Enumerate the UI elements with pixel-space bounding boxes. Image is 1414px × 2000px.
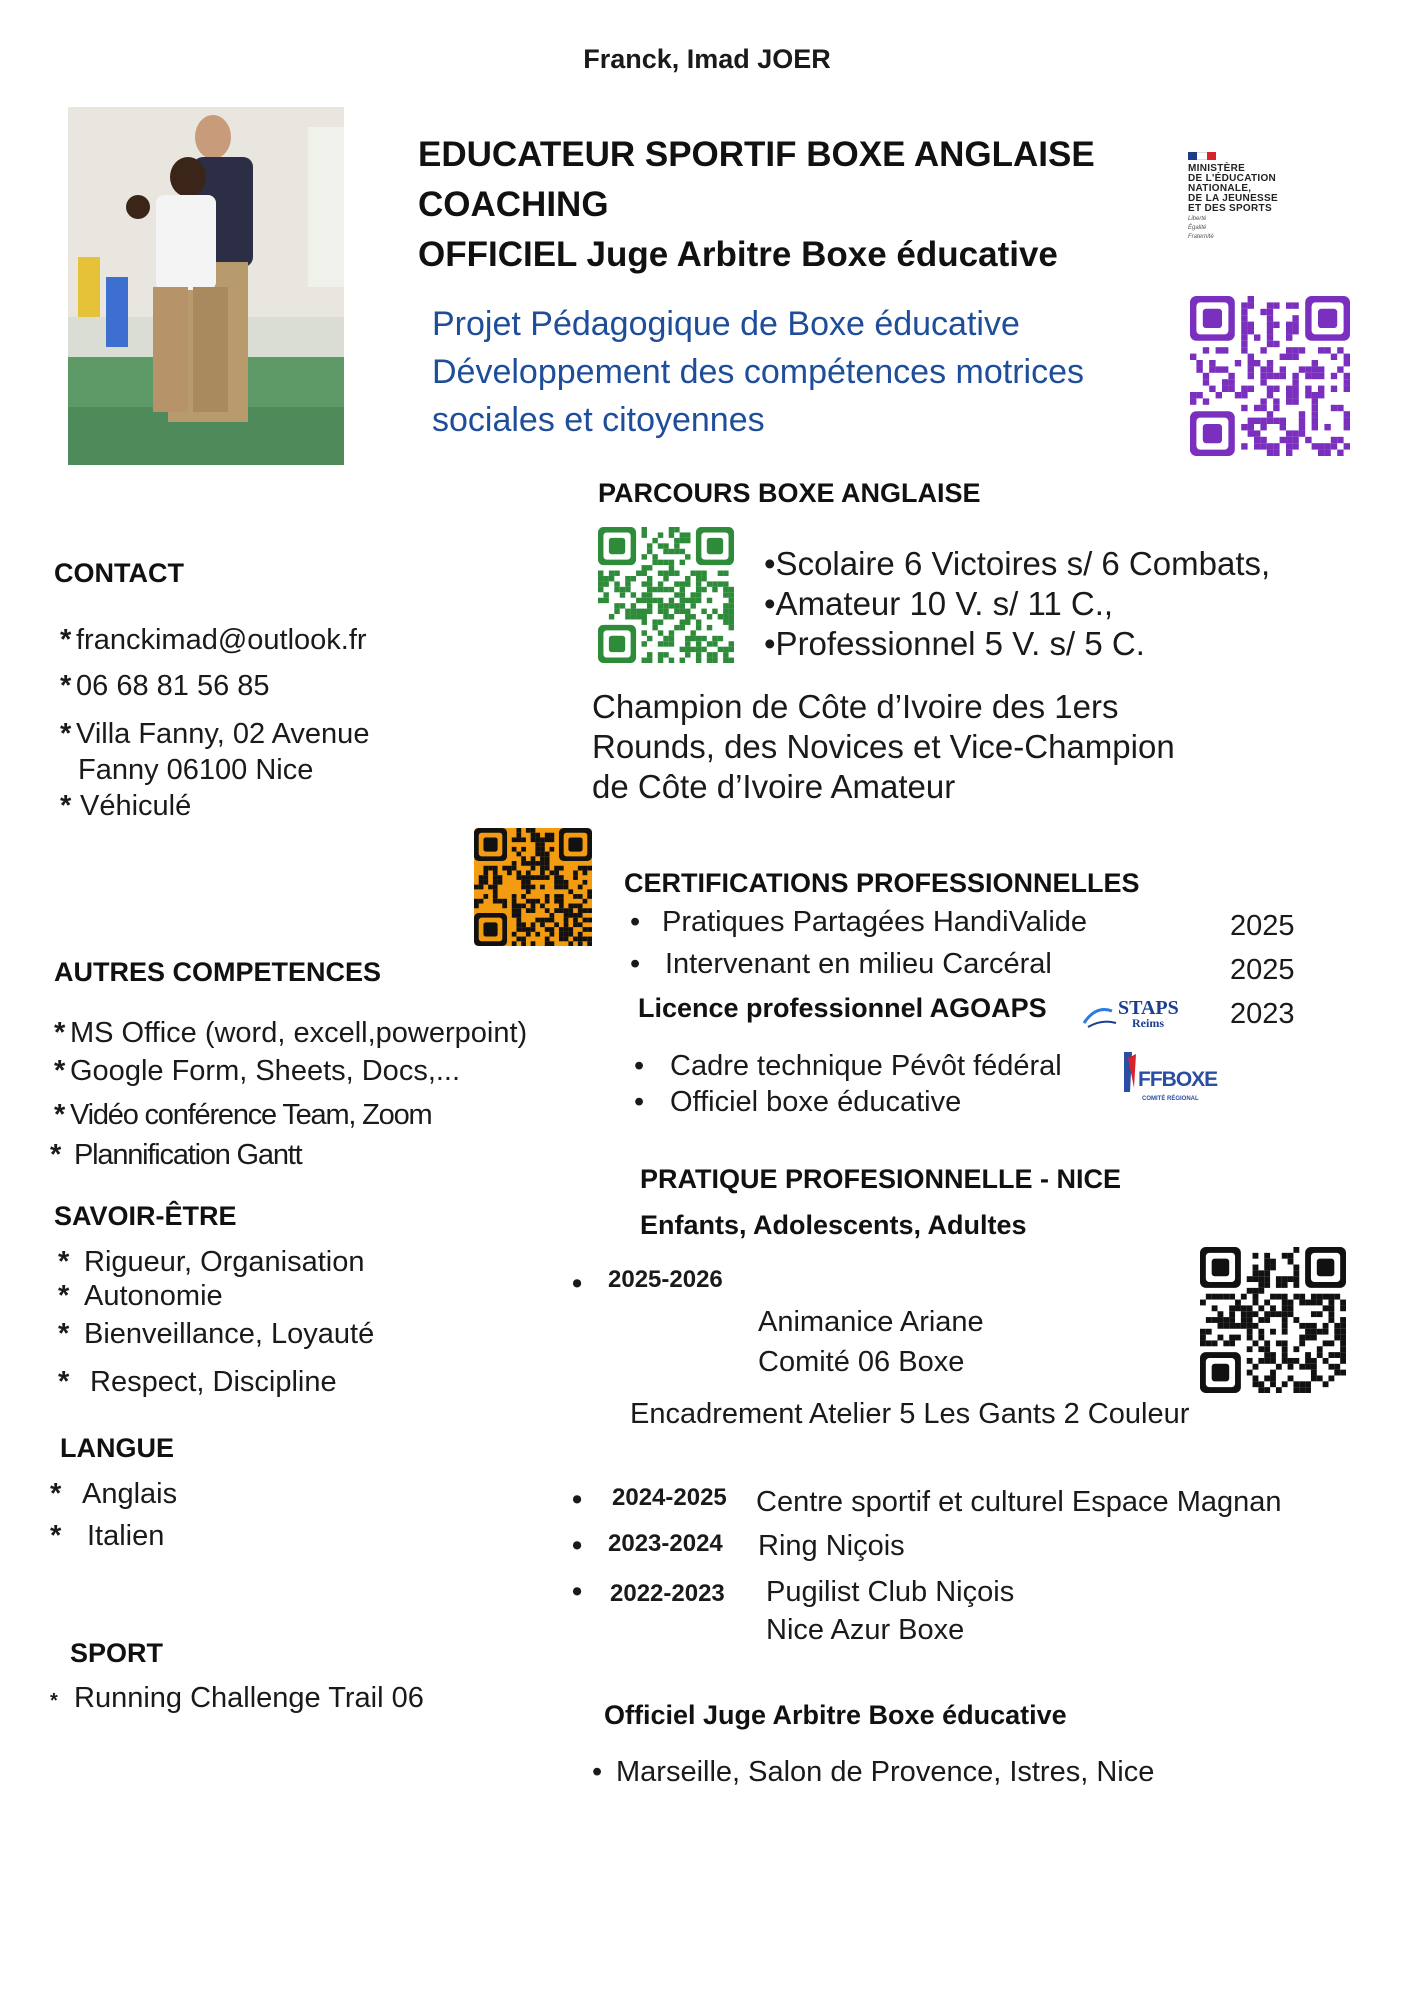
ministry-logo [1188, 152, 1333, 241]
autres-heading: AUTRES COMPETENCES [54, 957, 382, 987]
ministry-motto: Égalité [1188, 225, 1207, 231]
skill-label: Plannification Gantt [74, 1139, 302, 1171]
cert-item [634, 1050, 1062, 1083]
pratique-place: Nice Azur Boxe [766, 1614, 965, 1646]
ministry-line: MINISTÈRE [1188, 163, 1246, 174]
ffboxe-logo-text: FFBOXE [1138, 1068, 1218, 1091]
skill-item [54, 1017, 527, 1050]
french-flag-icon [1188, 152, 1216, 160]
skill-item [50, 1139, 302, 1172]
asterisk-icon: * [60, 790, 72, 822]
asterisk-icon: * [54, 1055, 66, 1087]
cert-label: Intervenant en milieu Carcéral [665, 948, 1052, 980]
pratique-heading: PRATIQUE PROFESIONNELLE - NICE [640, 1164, 1122, 1194]
bullet-icon: • [572, 1530, 583, 1562]
bullet-icon: • [592, 1756, 603, 1788]
skill-item [54, 1099, 431, 1132]
staps-logo-sub: Reims [1132, 1016, 1164, 1030]
phone-item[interactable] [60, 670, 270, 703]
title-line-2: COACHING [418, 185, 609, 224]
asterisk-icon: * [58, 1366, 70, 1398]
cert-item [634, 1086, 961, 1119]
savoir-label: Autonomie [84, 1280, 223, 1312]
sport-label: Running Challenge Trail 06 [74, 1682, 424, 1714]
langue-label: Anglais [82, 1478, 178, 1510]
pratique-place: Pugilist Club Niçois [766, 1576, 1015, 1608]
asterisk-icon: * [58, 1246, 70, 1278]
skill-item [54, 1055, 460, 1088]
ministry-line: DE LA JEUNESSE [1188, 193, 1278, 204]
qr-code-icon[interactable] [1200, 1247, 1346, 1393]
phone-text: 06 68 81 56 85 [76, 670, 270, 702]
asterisk-icon: * [50, 1478, 62, 1510]
project-line-3: sociales et citoyennes [432, 401, 765, 439]
savoir-label: Respect, Discipline [90, 1366, 337, 1398]
bullet-icon: • [572, 1484, 583, 1516]
certifications-heading: CERTIFICATIONS PROFESSIONNELLES [624, 868, 1140, 898]
pratique-year: 2025-2026 [608, 1266, 723, 1293]
bullet-icon: • [634, 1086, 645, 1118]
address-item [60, 718, 369, 751]
asterisk-icon: * [54, 1099, 65, 1131]
ffboxe-logo [1120, 1048, 1218, 1110]
record-scolaire: •Scolaire 6 Victoires s/ 6 Combats, [764, 545, 1271, 582]
staps-logo-text: STAPS [1118, 997, 1179, 1019]
officiel-heading: Officiel Juge Arbitre Boxe éducative [604, 1700, 1067, 1730]
savoir-item [58, 1246, 365, 1279]
vehicle-text: Véhiculé [80, 790, 192, 822]
sport-heading: SPORT [70, 1638, 164, 1668]
contact-heading: CONTACT [54, 558, 184, 588]
bullet-icon: • [572, 1268, 583, 1300]
staps-logo [1082, 997, 1187, 1033]
address-line-1: Villa Fanny, 02 Avenue [76, 718, 370, 750]
person-name: Franck, Imad JOER [583, 44, 831, 74]
parcours-heading: PARCOURS BOXE ANGLAISE [598, 478, 981, 508]
ffboxe-logo-sub: COMITÉ RÉGIONAL [1142, 1096, 1199, 1102]
asterisk-icon: * [60, 624, 72, 656]
asterisk-icon: * [50, 1690, 58, 1712]
champion-line-2: Rounds, des Novices et Vice-Champion [592, 728, 1175, 765]
pratique-year: 2024-2025 [612, 1484, 727, 1511]
qr-code-icon[interactable] [1190, 296, 1350, 456]
pratique-year: 2022-2023 [610, 1580, 725, 1607]
cert-label: Officiel boxe éducative [670, 1086, 962, 1118]
record-amateur: •Amateur 10 V. s/ 11 C., [764, 585, 1114, 622]
bullet-icon: • [572, 1576, 583, 1608]
langue-heading: LANGUE [60, 1433, 174, 1463]
pratique-place: Encadrement Atelier 5 Les Gants 2 Couleur [630, 1398, 1190, 1430]
cert-year: 2025 [1230, 910, 1295, 942]
record-pro: •Professionnel 5 V. s/ 5 C. [764, 625, 1145, 662]
ministry-motto: Liberté [1188, 216, 1207, 222]
bullet-icon: • [634, 1050, 645, 1082]
job-titles [418, 130, 1095, 280]
langue-label: Italien [87, 1520, 165, 1552]
pratique-year: 2023-2024 [608, 1530, 723, 1557]
skill-label: MS Office (word, excell,powerpoint) [70, 1017, 528, 1049]
skill-label: Google Form, Sheets, Docs,... [70, 1055, 461, 1087]
pratique-place: Animanice Ariane [758, 1306, 984, 1338]
project-line-1: Projet Pédagogique de Boxe éducative [432, 305, 1020, 343]
title-line-3: OFFICIEL Juge Arbitre Boxe éducative [418, 235, 1058, 274]
asterisk-icon: * [60, 670, 72, 702]
address-line-2: Fanny 06100 Nice [78, 754, 314, 786]
vehicle-item [60, 790, 191, 823]
langue-item [50, 1520, 164, 1553]
ministry-line: NATIONALE, [1188, 183, 1252, 194]
licence-label: Licence professionnel AGOAPS [638, 993, 1047, 1023]
savoir-label: Rigueur, Organisation [84, 1246, 365, 1278]
asterisk-icon: * [50, 1139, 61, 1171]
ministry-line: DE L'ÉDUCATION [1188, 173, 1277, 184]
langue-item [50, 1478, 177, 1511]
ministry-line: ET DES SPORTS [1188, 203, 1272, 214]
cert-label: Pratiques Partagées HandiValide [662, 906, 1088, 938]
title-line-1: EDUCATEUR SPORTIF BOXE ANGLAISE [418, 135, 1095, 174]
champion-line-3: de Côte d’Ivoire Amateur [592, 768, 956, 805]
savoir-item [58, 1280, 223, 1313]
skill-label: Vidéo conférence Team, Zoom [70, 1099, 432, 1131]
qr-code-icon[interactable] [598, 527, 734, 663]
asterisk-icon: * [58, 1318, 70, 1350]
cert-year: 2023 [1230, 998, 1295, 1030]
asterisk-icon: * [60, 718, 72, 750]
officiel-item [592, 1756, 1154, 1789]
savoir-item [58, 1318, 374, 1351]
project-description [432, 300, 1084, 444]
pratique-place: Comité 06 Boxe [758, 1346, 965, 1378]
savoir-heading: SAVOIR-ÊTRE [54, 1201, 237, 1231]
asterisk-icon: * [54, 1017, 66, 1049]
officiel-label: Marseille, Salon de Provence, Istres, Nice [616, 1756, 1155, 1788]
savoir-item [58, 1366, 337, 1399]
profile-photo [68, 107, 344, 465]
project-line-2: Développement des compétences motrices [432, 353, 1084, 391]
bullet-icon: • [630, 948, 641, 980]
asterisk-icon: * [58, 1280, 70, 1312]
sport-item [50, 1682, 424, 1715]
savoir-label: Bienveillance, Loyauté [84, 1318, 375, 1350]
qr-code-icon[interactable] [474, 828, 592, 946]
cert-label: Cadre technique Pévôt fédéral [670, 1050, 1062, 1082]
pratique-subheading: Enfants, Adolescents, Adultes [640, 1210, 1027, 1240]
pratique-place: Ring Niçois [758, 1530, 905, 1562]
email-item[interactable] [60, 624, 367, 657]
cert-year: 2025 [1230, 954, 1295, 986]
cert-item [630, 948, 1052, 981]
bullet-icon: • [630, 906, 641, 938]
pratique-place: Centre sportif et culturel Espace Magnan [756, 1486, 1282, 1518]
asterisk-icon: * [50, 1520, 62, 1552]
email-text: franckimad@outlook.fr [76, 624, 367, 656]
cert-item [630, 906, 1087, 939]
champion-line-1: Champion de Côte d’Ivoire des 1ers [592, 688, 1119, 725]
ministry-motto: Fraternité [1188, 234, 1214, 240]
